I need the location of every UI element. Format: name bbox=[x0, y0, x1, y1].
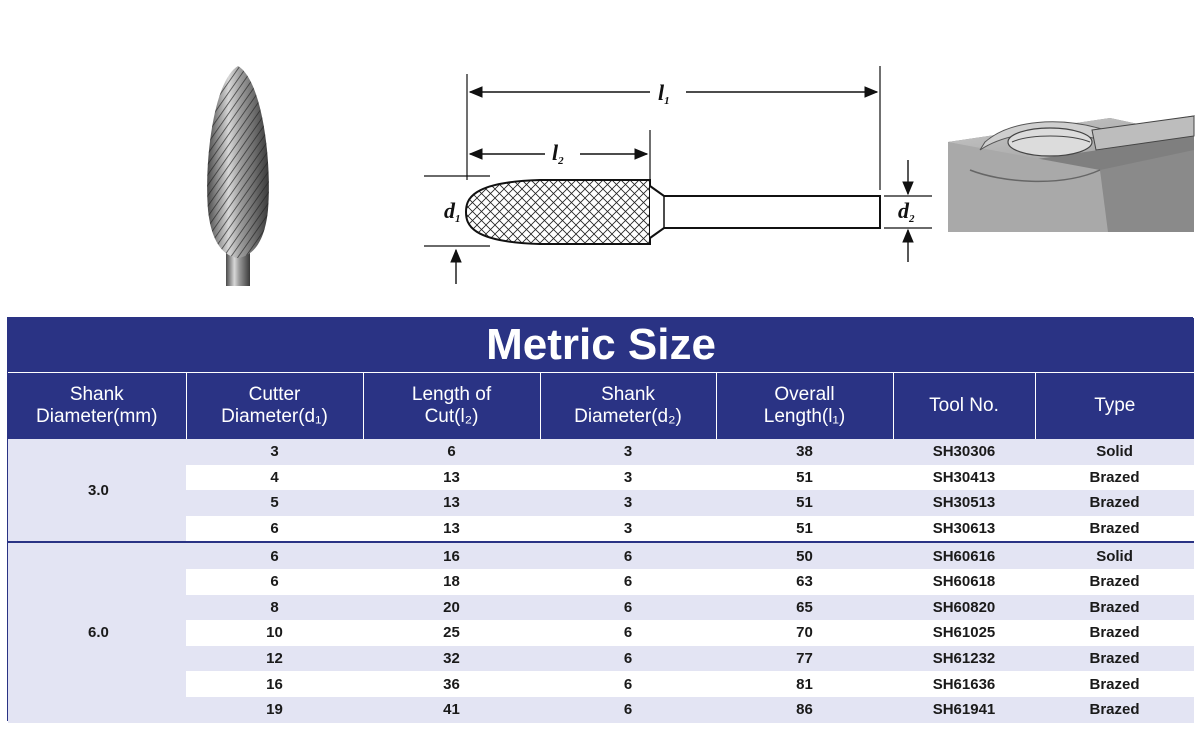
shank-diameter-group: 6.0 bbox=[8, 542, 186, 722]
table-cell: SH60820 bbox=[893, 595, 1035, 621]
table-cell: 38 bbox=[716, 439, 893, 465]
column-header-line2: Length(l₁) bbox=[763, 406, 846, 427]
table-cell: SH61025 bbox=[893, 620, 1035, 646]
column-header-line1: Shank bbox=[601, 384, 655, 405]
table-cell: 6 bbox=[540, 646, 716, 672]
table-cell: SH30613 bbox=[893, 516, 1035, 543]
table-cell: 12 bbox=[186, 646, 363, 672]
table-cell: 70 bbox=[716, 620, 893, 646]
table-cell: 6 bbox=[540, 697, 716, 723]
table-cell: 19 bbox=[186, 697, 363, 723]
table-cell: 81 bbox=[716, 671, 893, 697]
table-cell: 50 bbox=[716, 542, 893, 569]
label-d1: d1 bbox=[444, 198, 461, 225]
table-header-row bbox=[8, 373, 1194, 440]
table-cell: 13 bbox=[363, 490, 540, 516]
column-header-line1: Length of bbox=[411, 384, 492, 405]
table-row bbox=[8, 646, 1194, 672]
table-cell: 10 bbox=[186, 620, 363, 646]
table-row bbox=[8, 620, 1194, 646]
column-header-line1: Overall bbox=[774, 384, 835, 405]
column-header bbox=[8, 373, 186, 440]
table-cell: 16 bbox=[186, 671, 363, 697]
table-cell: 77 bbox=[716, 646, 893, 672]
table-cell: 3 bbox=[540, 490, 716, 516]
table-row bbox=[8, 697, 1194, 723]
application-render bbox=[948, 116, 1194, 232]
table-cell: 13 bbox=[363, 516, 540, 543]
table-cell: Brazed bbox=[1035, 516, 1194, 543]
table-cell: Solid bbox=[1035, 542, 1194, 569]
table-cell: 65 bbox=[716, 595, 893, 621]
table-row bbox=[8, 439, 1194, 465]
table-cell: 63 bbox=[716, 569, 893, 595]
table-cell: 32 bbox=[363, 646, 540, 672]
table-cell: 18 bbox=[363, 569, 540, 595]
table-cell: 8 bbox=[186, 595, 363, 621]
table-cell: 51 bbox=[716, 516, 893, 543]
table-cell: 6 bbox=[540, 595, 716, 621]
column-header bbox=[186, 373, 363, 440]
column-header-line2: Diameter(d₁) bbox=[221, 406, 328, 427]
shank-diameter-group: 3.0 bbox=[8, 439, 186, 542]
column-header-line2: Cut(l₂) bbox=[424, 406, 479, 427]
burr-photo bbox=[207, 66, 269, 286]
table-cell: 6 bbox=[540, 620, 716, 646]
table-cell: SH30306 bbox=[893, 439, 1035, 465]
table-cell: 16 bbox=[363, 542, 540, 569]
column-header-line1: Cutter bbox=[248, 384, 301, 405]
table-cell: 5 bbox=[186, 490, 363, 516]
table-cell: Brazed bbox=[1035, 671, 1194, 697]
table-cell: 3 bbox=[540, 516, 716, 543]
table-cell: SH60616 bbox=[893, 542, 1035, 569]
column-header-line2: Diameter(d₂) bbox=[574, 406, 682, 427]
table-cell: Brazed bbox=[1035, 490, 1194, 516]
table-cell: SH61636 bbox=[893, 671, 1035, 697]
table-cell: SH30413 bbox=[893, 465, 1035, 491]
table-cell: 6 bbox=[540, 542, 716, 569]
table-cell: 25 bbox=[363, 620, 540, 646]
table-cell: 4 bbox=[186, 465, 363, 491]
label-l2: l2 bbox=[552, 140, 564, 167]
table-cell: 6 bbox=[186, 542, 363, 569]
table-cell: 6 bbox=[186, 516, 363, 543]
table-cell: 13 bbox=[363, 465, 540, 491]
column-header bbox=[716, 373, 893, 440]
column-header bbox=[893, 373, 1035, 440]
table-row bbox=[8, 465, 1194, 491]
column-header bbox=[1035, 373, 1194, 440]
table-cell: SH61941 bbox=[893, 697, 1035, 723]
table-cell: Brazed bbox=[1035, 646, 1194, 672]
table-row bbox=[8, 569, 1194, 595]
table-cell: Brazed bbox=[1035, 697, 1194, 723]
table-cell: 20 bbox=[363, 595, 540, 621]
product-figure bbox=[0, 0, 1200, 300]
metric-size-table bbox=[7, 317, 1193, 721]
table-cell: 86 bbox=[716, 697, 893, 723]
table-cell: 6 bbox=[540, 671, 716, 697]
table-cell: 51 bbox=[716, 465, 893, 491]
table-cell: 3 bbox=[540, 439, 716, 465]
column-header-line1: Shank bbox=[69, 384, 124, 405]
table-cell: SH60618 bbox=[893, 569, 1035, 595]
table-title: Metric Size bbox=[8, 318, 1194, 373]
column-header-line2: Diameter(mm) bbox=[36, 406, 158, 427]
table-cell: 6 bbox=[363, 439, 540, 465]
column-header bbox=[363, 373, 540, 440]
tool-illustration bbox=[0, 0, 1200, 300]
column-header-line1: Tool No. bbox=[929, 395, 999, 416]
table-cell: 3 bbox=[186, 439, 363, 465]
table-cell: SH30513 bbox=[893, 490, 1035, 516]
table-cell: 6 bbox=[186, 569, 363, 595]
label-l1: l1 bbox=[658, 80, 670, 107]
label-d2: d2 bbox=[898, 198, 915, 225]
column-header-line1: Type bbox=[1094, 395, 1136, 416]
table-cell: 41 bbox=[363, 697, 540, 723]
table-row bbox=[8, 542, 1194, 569]
table-cell: Brazed bbox=[1035, 620, 1194, 646]
column-header bbox=[540, 373, 716, 440]
dimension-drawing bbox=[424, 66, 932, 284]
table-row bbox=[8, 671, 1194, 697]
table-cell: Brazed bbox=[1035, 465, 1194, 491]
table-row bbox=[8, 595, 1194, 621]
table-cell: SH61232 bbox=[893, 646, 1035, 672]
table-cell: Brazed bbox=[1035, 595, 1194, 621]
table-cell: 6 bbox=[540, 569, 716, 595]
table-cell: 51 bbox=[716, 490, 893, 516]
table-cell: 36 bbox=[363, 671, 540, 697]
table-row bbox=[8, 490, 1194, 516]
table-row bbox=[8, 516, 1194, 543]
table-cell: 3 bbox=[540, 465, 716, 491]
table-cell: Solid bbox=[1035, 439, 1194, 465]
table-body bbox=[8, 439, 1194, 723]
table-cell: Brazed bbox=[1035, 569, 1194, 595]
